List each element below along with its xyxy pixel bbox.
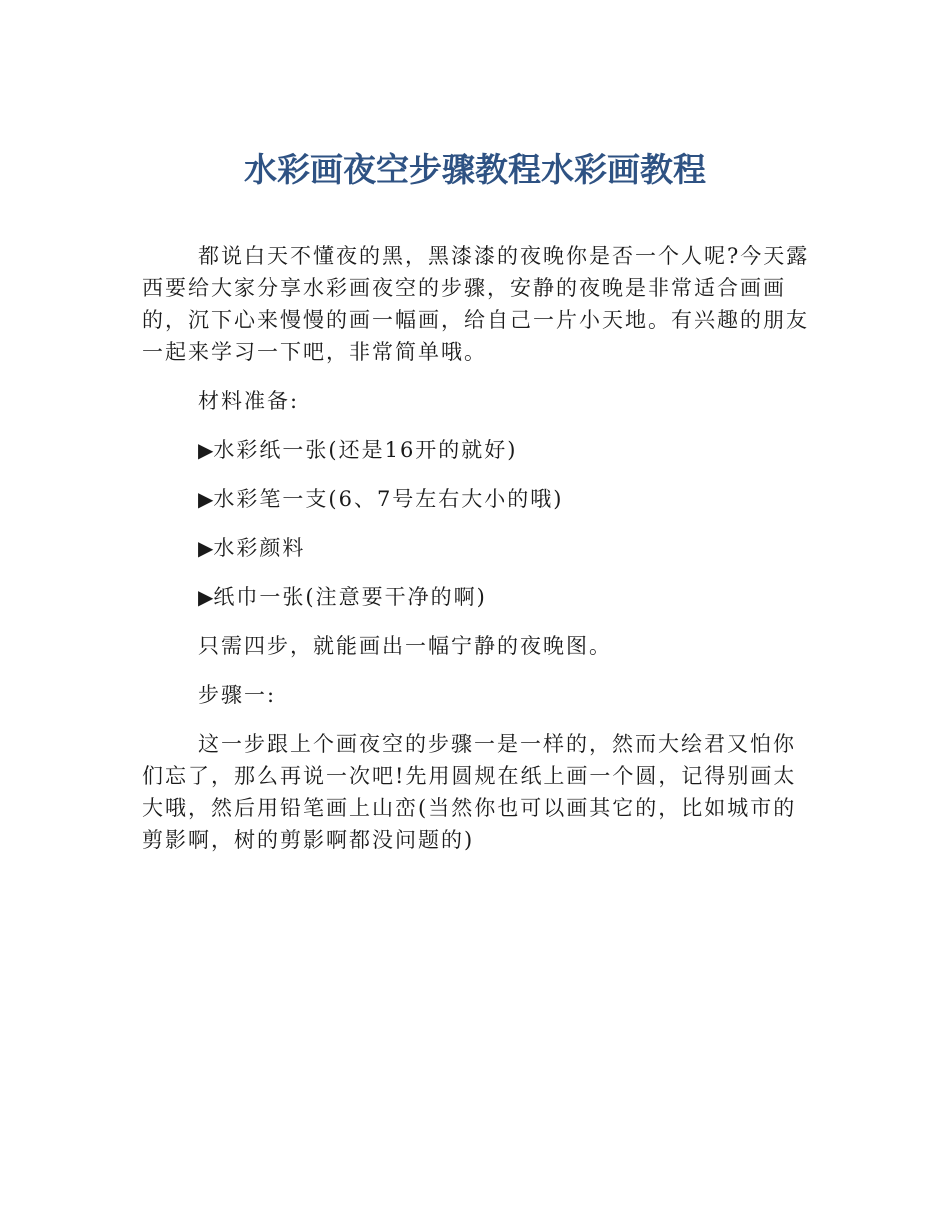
document-body xyxy=(142,240,810,856)
bullet-triangle-icon: ▶ xyxy=(198,438,214,462)
material-item-label: 水彩笔一支(6、7号左右大小的哦) xyxy=(213,487,564,511)
material-item-label: 水彩颜料 xyxy=(213,536,306,560)
material-item-label: 纸巾一张(注意要干净的啊) xyxy=(213,585,487,609)
bullet-triangle-icon: ▶ xyxy=(198,536,214,560)
material-item xyxy=(142,483,810,515)
material-item-label: 水彩纸一张(还是16开的就好) xyxy=(213,438,518,462)
bullet-triangle-icon: ▶ xyxy=(198,487,214,511)
bullet-triangle-icon: ▶ xyxy=(198,585,214,609)
materials-heading: 材料准备: xyxy=(198,389,300,413)
material-item xyxy=(142,434,810,466)
step1-heading: 步骤一: xyxy=(198,683,277,707)
document-title: 水彩画夜空步骤教程水彩画教程 xyxy=(244,150,706,189)
summary-paragraph: 只需四步，就能画出一幅宁静的夜晚图。 xyxy=(198,634,612,658)
material-item xyxy=(142,581,810,613)
step1-paragraph: 这一步跟上个画夜空的步骤一是一样的，然而大绘君又怕你们忘了，那么再说一次吧!先用圆规在纸上画一个圆，记得别画太大哦，然后用铅笔画上山峦(当然你也可以画其它的，比如城市的剪影啊，树的剪影啊都没问题的) xyxy=(142,732,797,852)
intro-paragraph: 都说白天不懂夜的黑，黑漆漆的夜晚你是否一个人呢?今天露西要给大家分享水彩画夜空的步骤，安静的夜晚是非常适合画画的，沉下心来慢慢的画一幅画，给自己一片小天地。有兴趣的朋友一起来学习一下吧，非常简单哦。 xyxy=(142,244,810,364)
material-item xyxy=(142,532,810,564)
